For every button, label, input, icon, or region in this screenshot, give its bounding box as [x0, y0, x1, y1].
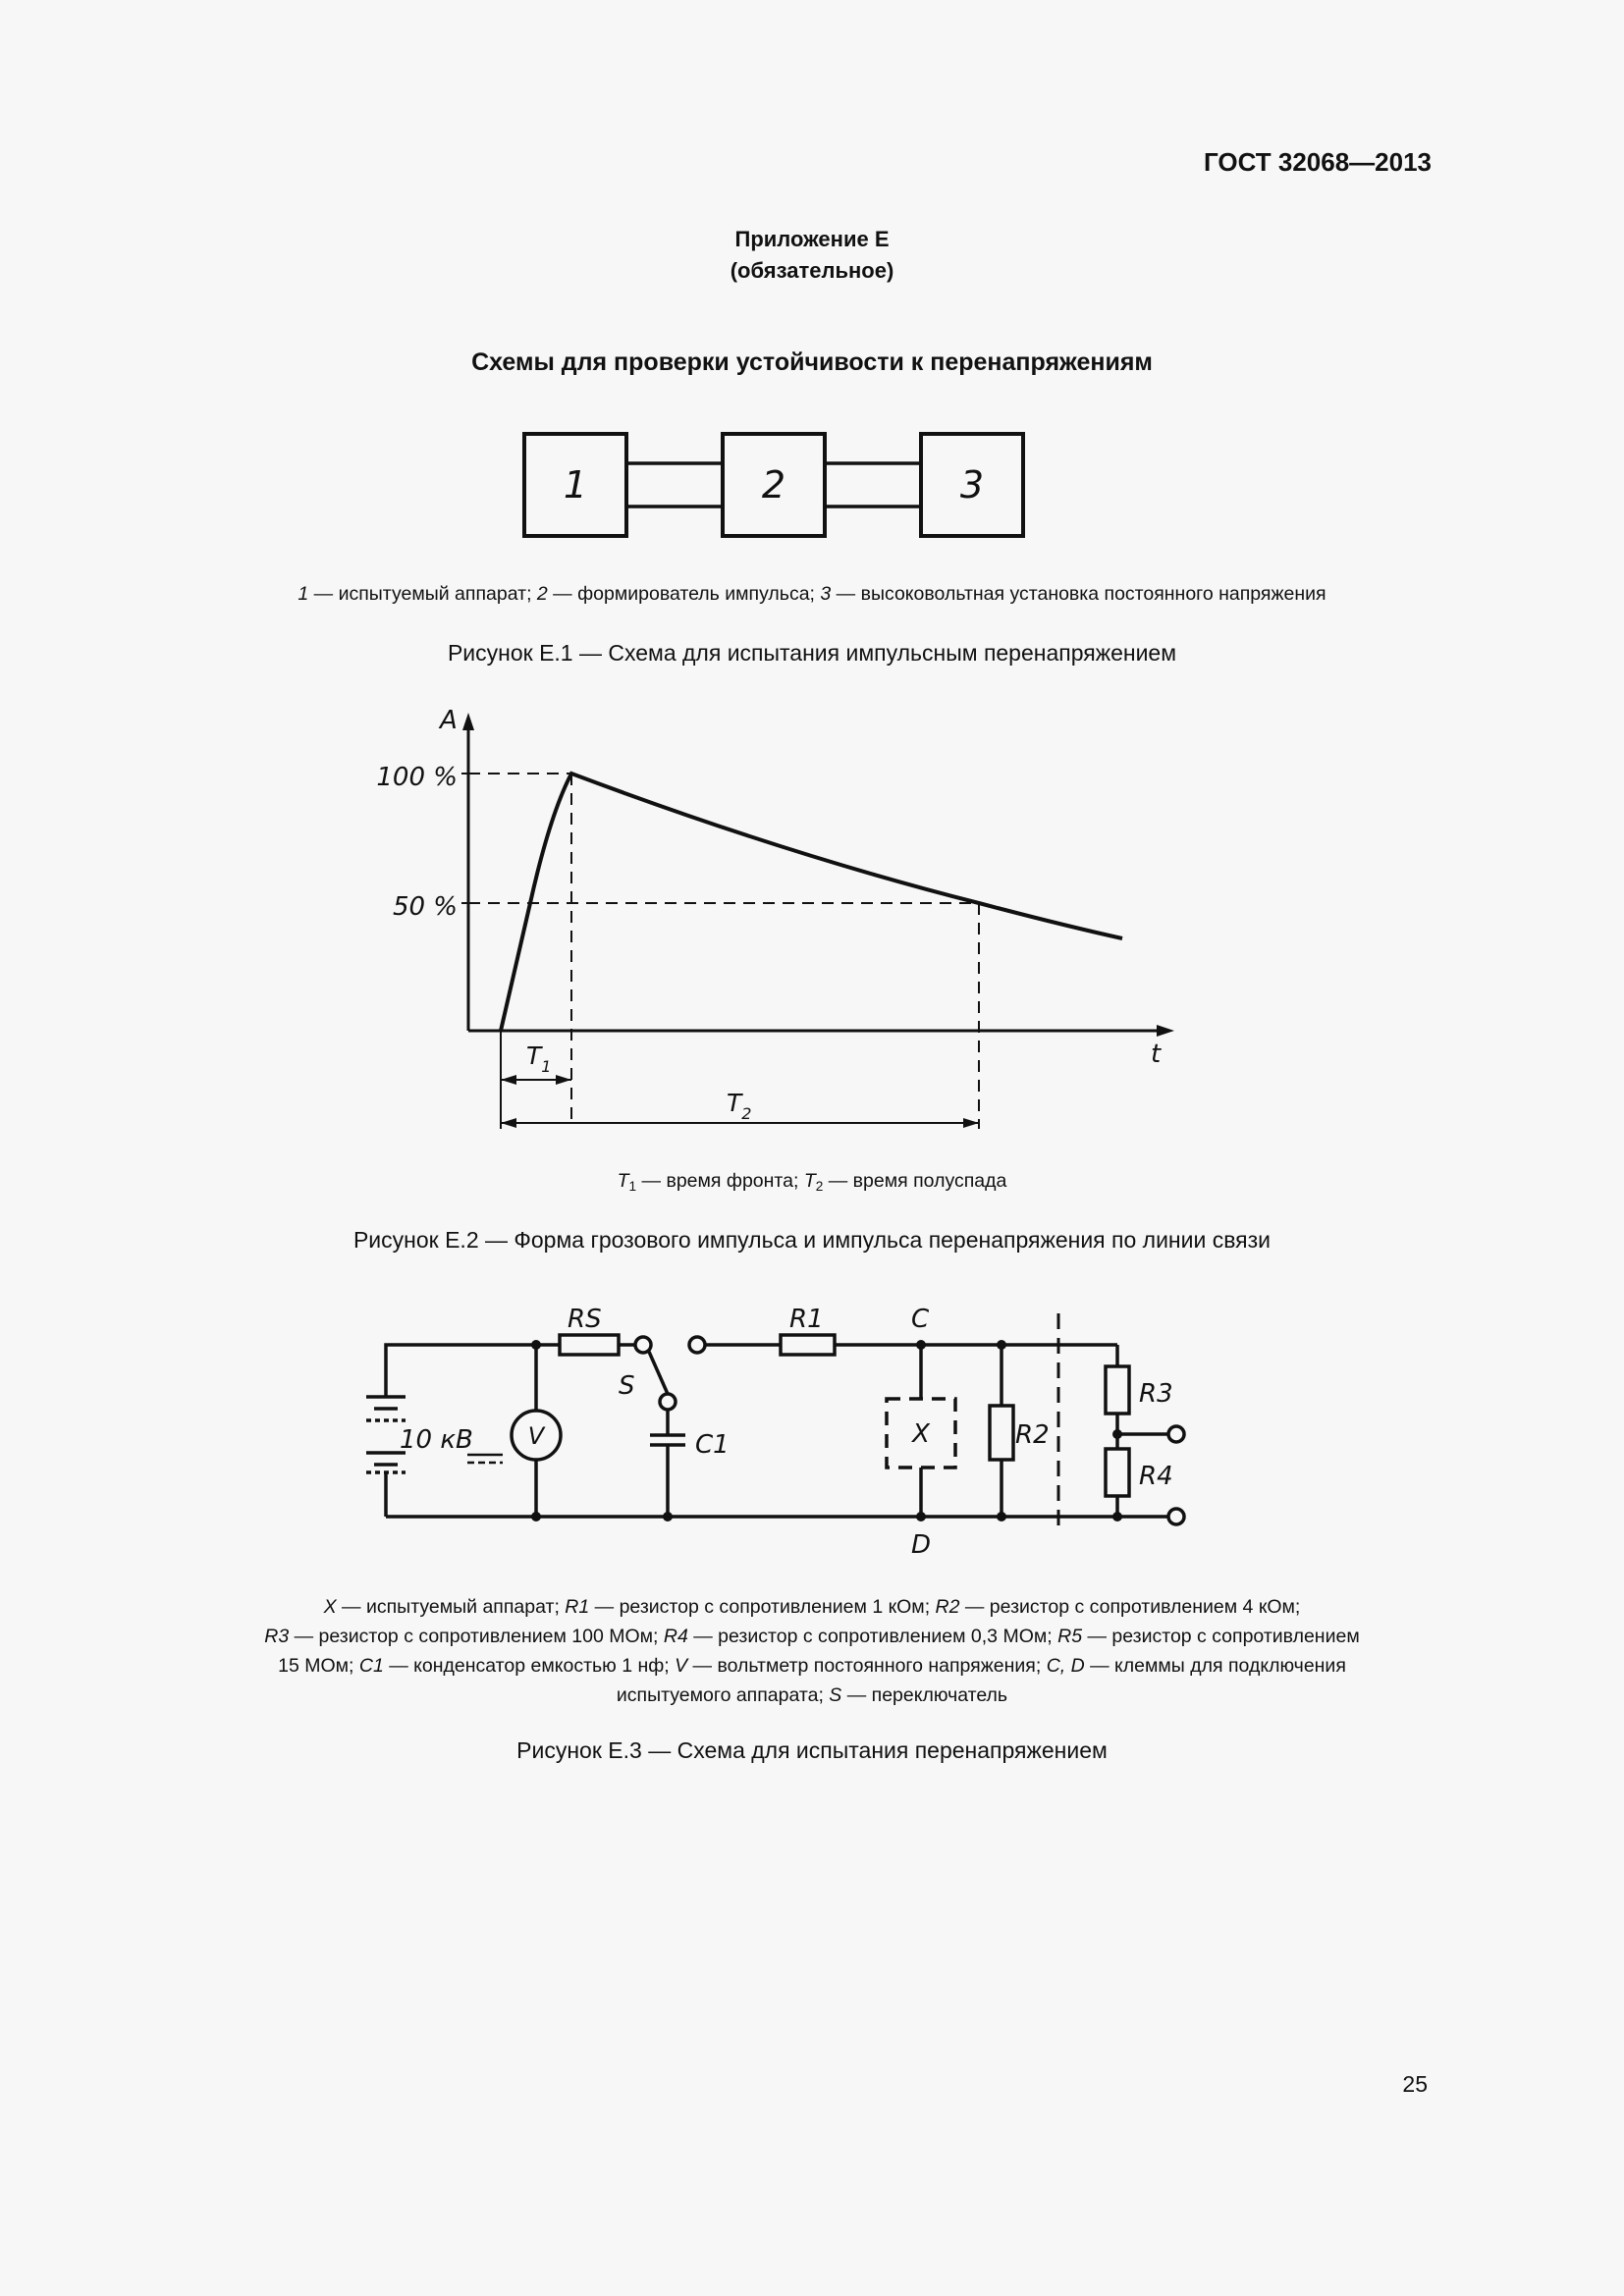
resistor-r4 [1106, 1449, 1129, 1496]
legend-key: 2 [536, 583, 548, 605]
junction [531, 1512, 541, 1522]
legend-key: 1 [298, 583, 309, 605]
legend-text: — резистор с сопротивлением 1 кОм; [589, 1596, 936, 1618]
junction [916, 1512, 926, 1522]
resistor-r2 [990, 1406, 1013, 1460]
legend-sub: 1 [628, 1179, 637, 1194]
label-s: S [619, 1371, 635, 1401]
junction [997, 1512, 1006, 1522]
t2-label [727, 1089, 751, 1123]
legend-key: R2 [935, 1596, 960, 1618]
figure2-caption: Рисунок Е.2 — Форма грозового импульса и импульса перенапряжения по линии связи [352, 1227, 1272, 1253]
output-terminal [1168, 1426, 1184, 1442]
t2-arrow-left [501, 1118, 516, 1128]
switch-pivot [660, 1394, 676, 1410]
legend-text: — резистор с сопротивлением [1082, 1626, 1360, 1647]
legend-text: — конденсатор емкостью 1 нф; [383, 1655, 676, 1677]
figure3-circuit [0, 1296, 1624, 1561]
figure3-legend [0, 1592, 1624, 1710]
t1-subscript: 1 [541, 1057, 552, 1076]
legend-key: C, D [1046, 1655, 1085, 1677]
block-3-label: 3 [959, 463, 985, 507]
figure2-legend [0, 1166, 1624, 1201]
legend-sub: 2 [815, 1179, 824, 1194]
t1-letter: T [526, 1041, 542, 1070]
legend-text: — испытуемый аппарат; [336, 1596, 566, 1618]
label-c1: C1 [695, 1430, 730, 1460]
legend-line [0, 1622, 1624, 1651]
label-r3: R3 [1139, 1379, 1173, 1409]
block-2-label: 2 [761, 463, 786, 507]
x-axis-arrow [1157, 1025, 1174, 1037]
figure3-caption: Рисунок Е.3 — Схема для испытания перенапряжением [516, 1737, 1108, 1763]
legend-text: — резистор с сопротивлением 100 МОм; [289, 1626, 664, 1647]
legend-text: — формирователь импульса; [547, 583, 821, 605]
legend-text: 15 МОм; [278, 1655, 359, 1677]
label-source: 10 кВ [400, 1425, 473, 1455]
legend-text: — испытуемый аппарат; [308, 583, 537, 605]
legend-key: T [617, 1170, 629, 1192]
annex-status: (обязательное) [730, 258, 894, 283]
legend-key: R4 [663, 1626, 688, 1647]
label-voltmeter: V [527, 1422, 545, 1450]
legend-line [0, 1651, 1624, 1681]
x-axis-label: t [1151, 1040, 1162, 1069]
annex-heading [0, 224, 1624, 287]
legend-key: S [829, 1684, 842, 1706]
link-2-3 [825, 463, 921, 507]
section-title: Схемы для проверки устойчивости к перенапряжениям [471, 348, 1153, 376]
figure2-impulse-graph [0, 707, 1624, 1139]
legend-key: X [323, 1596, 337, 1618]
legend-text: — вольтметр постоянного напряжения; [687, 1655, 1047, 1677]
t2-letter: T [727, 1089, 742, 1117]
junction [531, 1340, 541, 1350]
switch-blade [649, 1352, 668, 1394]
resistor-rs [560, 1335, 619, 1355]
figure1-caption: Рисунок Е.1 — Схема для испытания импульсным перенапряжением [447, 640, 1177, 666]
legend-text: — резистор с сопротивлением 0,3 МОм; [687, 1626, 1058, 1647]
junction [997, 1340, 1006, 1350]
link-1-2 [626, 463, 723, 507]
junction [916, 1340, 926, 1350]
figure1-block-diagram [0, 422, 1624, 550]
t1-label [526, 1041, 551, 1076]
document-code: ГОСТ 32068—2013 [1204, 147, 1432, 177]
legend-key: T [803, 1170, 816, 1192]
junction [1112, 1429, 1122, 1439]
label-x: X [912, 1419, 930, 1449]
legend-line [0, 1592, 1624, 1622]
label-r4: R4 [1139, 1462, 1173, 1491]
legend-text: испытуемого аппарата; [616, 1684, 830, 1706]
ground-terminal [1168, 1509, 1184, 1524]
label-d: D [911, 1530, 932, 1560]
figure1-legend [0, 579, 1624, 609]
legend-text: — резистор с сопротивлением 4 кОм; [959, 1596, 1301, 1618]
label-r1: R1 [789, 1305, 824, 1334]
switch-terminal [635, 1337, 651, 1353]
y-axis-label: A [440, 707, 458, 735]
resistor-r3 [1106, 1366, 1129, 1414]
legend-line [0, 1681, 1624, 1710]
t2-arrow-right [963, 1118, 979, 1128]
tick-50-label: 50 % [392, 892, 458, 922]
junction [663, 1512, 673, 1522]
legend-key: V [675, 1655, 688, 1677]
terminal-open [689, 1337, 705, 1353]
wire-top-left [386, 1345, 560, 1397]
legend-text: — время фронта; [636, 1170, 804, 1192]
t2-subscript: 2 [741, 1104, 752, 1123]
legend-key: R5 [1057, 1626, 1083, 1647]
legend-text: — клеммы для подключения [1084, 1655, 1346, 1677]
label-rs: RS [568, 1305, 602, 1334]
t1-arrow-right [556, 1075, 571, 1085]
legend-text: — время полуспада [823, 1170, 1007, 1192]
tick-100-label: 100 % [376, 763, 458, 792]
legend-key: R3 [264, 1626, 290, 1647]
page-number: 25 [1402, 2071, 1428, 2097]
y-axis-arrow [462, 713, 474, 730]
legend-key: C1 [358, 1655, 384, 1677]
annex-title: Приложение Е [734, 227, 890, 251]
legend-key: 3 [820, 583, 832, 605]
t1-arrow-left [501, 1075, 516, 1085]
legend-text: — высоковольтная установка постоянного напряжения [831, 583, 1326, 605]
resistor-r1 [781, 1335, 835, 1355]
block-1-label: 1 [563, 463, 588, 507]
legend-key: R1 [565, 1596, 590, 1618]
junction [1112, 1512, 1122, 1522]
label-r2: R2 [1015, 1420, 1050, 1450]
label-c: C [911, 1305, 930, 1334]
legend-text: — переключатель [841, 1684, 1008, 1706]
